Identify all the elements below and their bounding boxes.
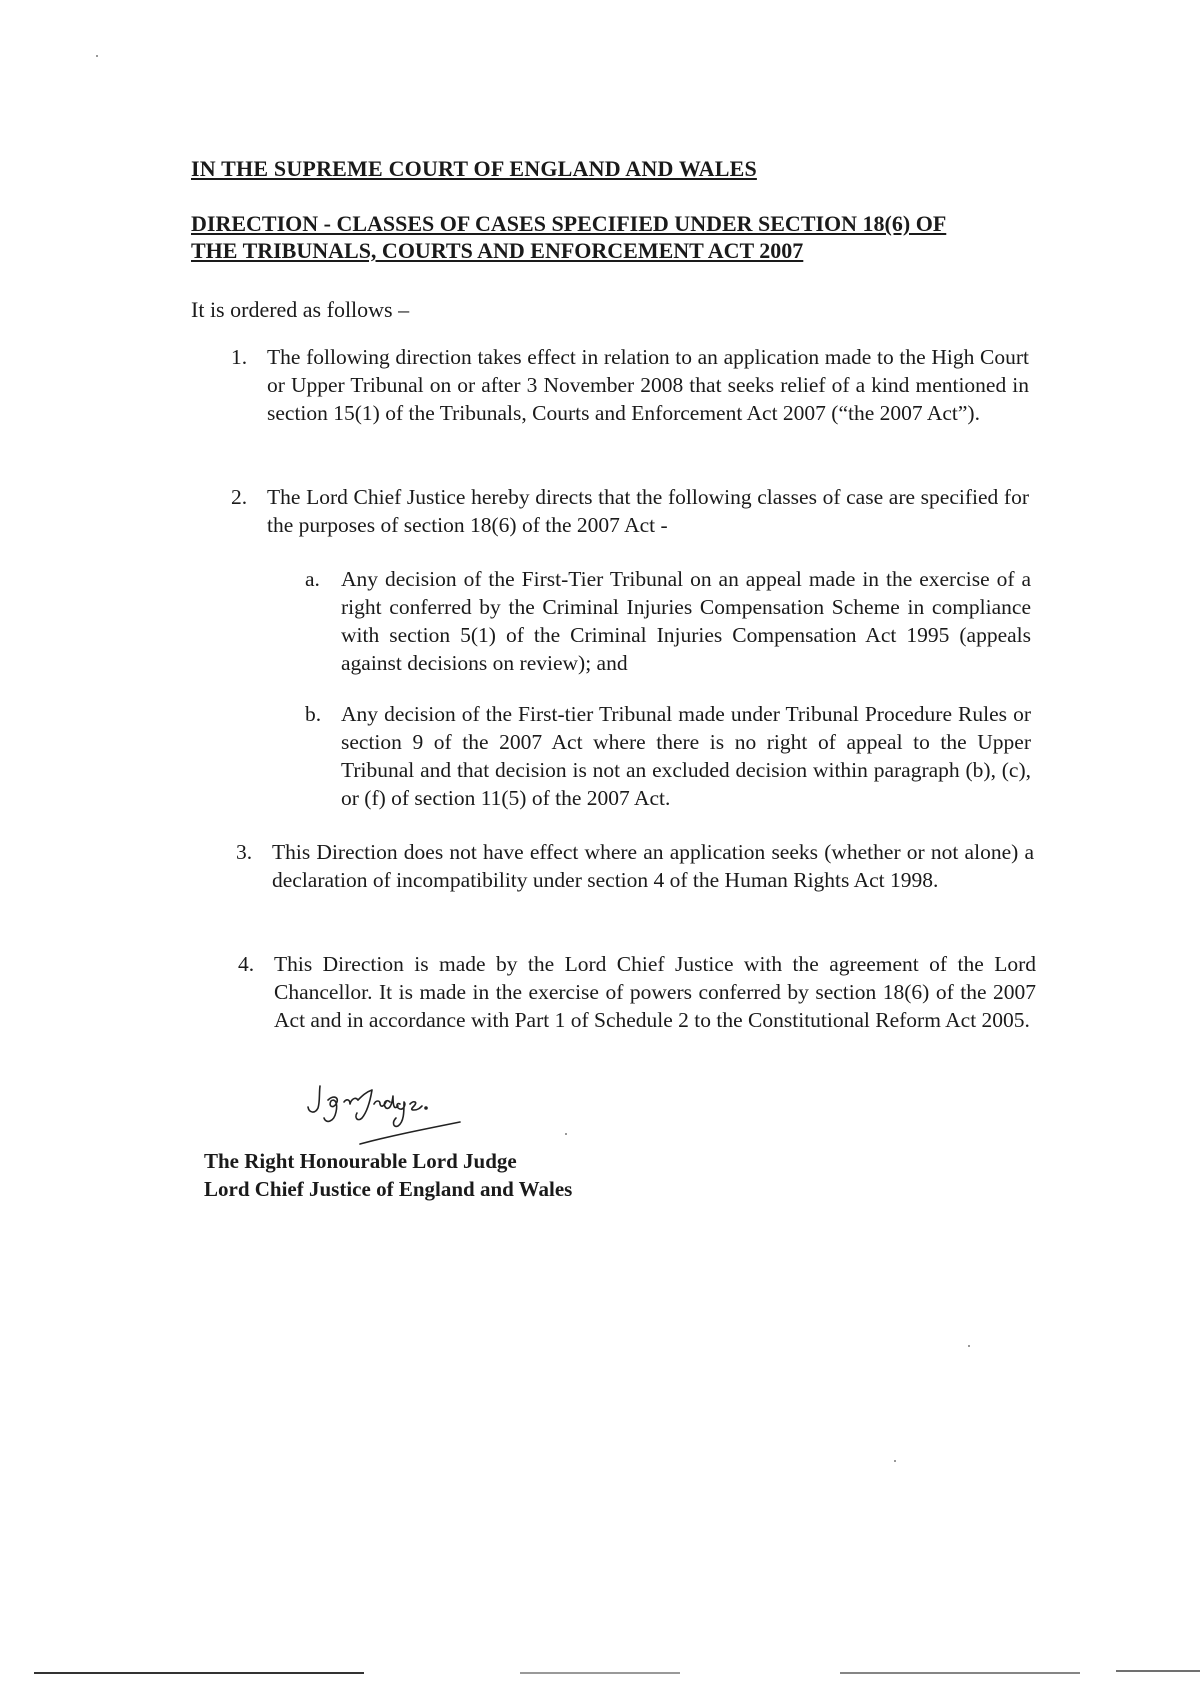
paragraph-text: The Lord Chief Justice hereby directs that the following classes of case are specified for the purposes of section 18(6) of the 2007 Act - <box>267 485 1029 537</box>
scan-artifact <box>520 1672 680 1674</box>
court-heading: IN THE SUPREME COURT OF ENGLAND AND WALES <box>191 156 757 181</box>
direction-heading-line-1: DIRECTION - CLASSES OF CASES SPECIFIED UNDER SECTION 18(6) OF <box>191 211 947 236</box>
subparagraph-letter: a. <box>305 567 320 591</box>
subparagraph-a <box>305 565 1031 677</box>
paragraph-number: 4. <box>238 952 255 976</box>
paragraph-text: This Direction is made by the Lord Chief Justice with the agreement of the Lord Chancellor. It is made in the exercise of powers conferred by section 18(6) of the 2007 Act and in accordance with Part 1 of Schedule 2 to the Constitutional Reform Act 2005. <box>274 952 1036 1032</box>
signatory-block <box>204 1147 572 1203</box>
signatory-title: Lord Chief Justice of England and Wales <box>204 1177 573 1201</box>
subparagraph-text: Any decision of the First-Tier Tribunal on an appeal made in the exercise of a right conferred by the Criminal Injuries Compensation Scheme in compliance with section 5(1) of the Criminal Injuries Compensation Act 1995 (appeals against decisions on review); and <box>341 567 1031 675</box>
subparagraph-text: Any decision of the First-tier Tribunal made under Tribunal Procedure Rules or section 9 of the 2007 Act where there is no right of appeal to the Upper Tribunal and that decision is not an excluded decision within paragraph (b), (c), or (f) of section 11(5) of the 2007 Act. <box>341 702 1031 810</box>
paragraph-number: 2. <box>231 485 248 509</box>
scan-artifact <box>840 1672 1080 1674</box>
paragraph-4 <box>238 950 1036 1034</box>
paragraph-text: This Direction does not have effect where an application seeks (whether or not alone) a declaration of incompatibility under section 4 of the Human Rights Act 1998. <box>272 840 1034 892</box>
scan-artifact <box>34 1672 364 1674</box>
intro-text: It is ordered as follows – <box>191 297 410 322</box>
direction-heading-line-2: THE TRIBUNALS, COURTS AND ENFORCEMENT ACT 2007 <box>191 238 804 263</box>
paragraph-1 <box>231 343 1029 427</box>
handwritten-signature <box>300 1078 490 1146</box>
paragraph-3 <box>236 838 1034 894</box>
paragraph-text: The following direction takes effect in relation to an application made to the High Court or Upper Tribunal on or after 3 November 2008 that seeks relief of a kind mentioned in section 15(1) of the Tribunals, Courts and Enforcement Act 2007 (“the 2007 Act”). <box>267 345 1029 425</box>
paragraph-number: 1. <box>231 345 248 369</box>
paragraph-number: 3. <box>236 840 253 864</box>
signatory-name: The Right Honourable Lord Judge <box>204 1149 517 1173</box>
scan-speck <box>968 1345 970 1347</box>
subparagraph-b <box>305 700 1031 812</box>
scan-artifact <box>1116 1670 1200 1672</box>
scan-speck <box>894 1460 896 1462</box>
paragraph-2 <box>231 483 1029 539</box>
subparagraph-letter: b. <box>305 702 322 726</box>
scan-speck <box>96 55 98 57</box>
direction-heading <box>191 210 1031 264</box>
scan-speck <box>565 1133 567 1135</box>
